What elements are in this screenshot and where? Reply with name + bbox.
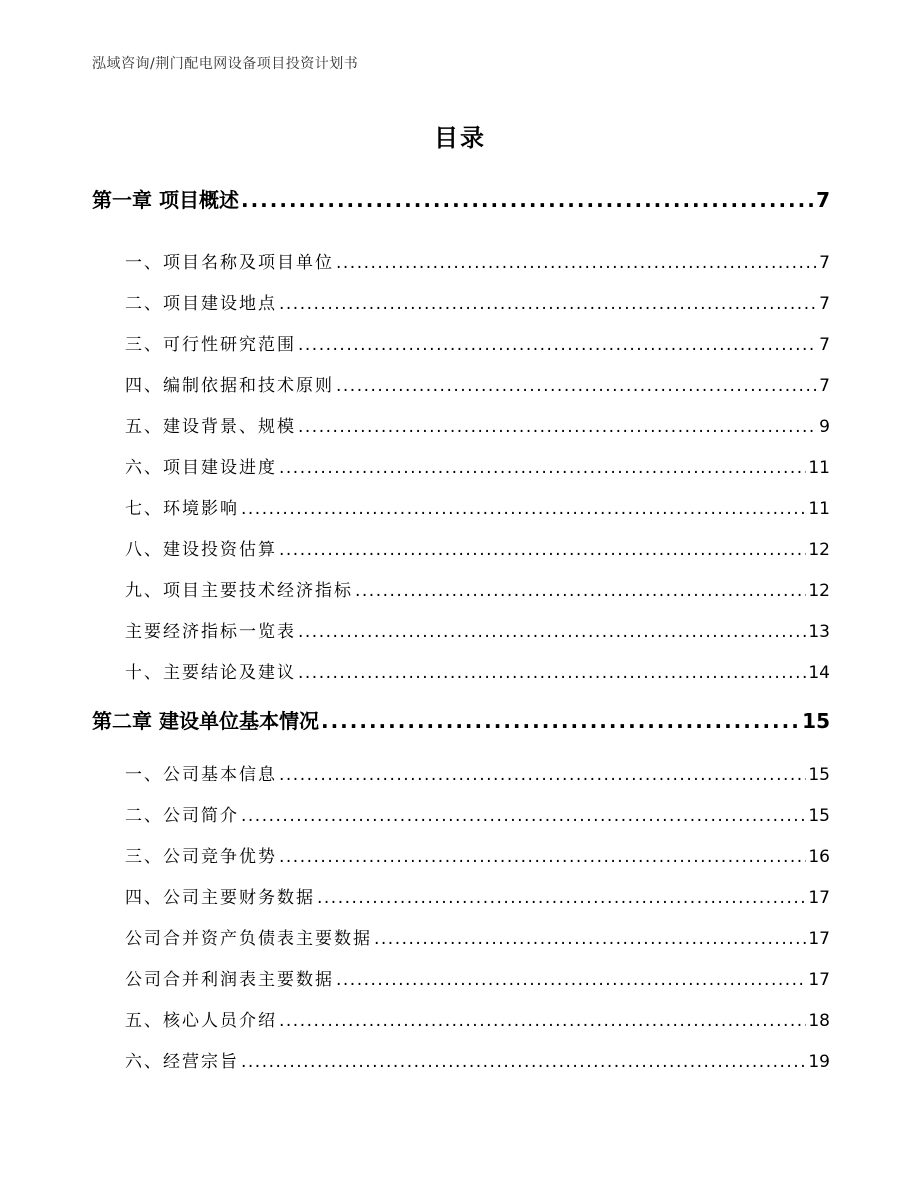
dot-leader [241,188,814,212]
dot-leader [279,458,806,478]
toc-entry-page: 12 [808,581,830,601]
toc-entry-label: 项目建设进度 [163,458,277,478]
toc-entry-label: 第一章 项目概述 [92,188,239,212]
toc-entry-section[interactable] [125,924,830,949]
toc-entry-label: 环境影响 [163,499,239,519]
toc-entry-page: 7 [819,335,830,355]
dot-leader [374,929,806,949]
dot-leader [298,622,806,642]
toc-entry-number: 七、 [125,499,163,519]
toc-entry-number: 五、 [125,1011,163,1031]
toc-entry-section[interactable] [125,1047,830,1072]
toc-entry-label: 公司简介 [163,806,239,826]
toc-entry-label: 经营宗旨 [163,1052,239,1072]
dot-leader [279,847,806,867]
toc-entry-section[interactable] [125,965,830,990]
toc-entry-page: 9 [819,417,830,437]
dot-leader [317,888,806,908]
toc-entry-chapter[interactable] [92,184,830,213]
toc-entry-section[interactable] [125,1006,830,1031]
toc-entry-section[interactable] [125,248,830,273]
toc-entry-label: 项目主要技术经济指标 [163,581,353,601]
dot-leader [241,1052,806,1072]
toc-entry-page: 15 [808,765,830,785]
dot-leader [355,581,806,601]
toc-entry-page: 15 [802,709,830,733]
toc-entry-label: 项目名称及项目单位 [163,253,334,273]
toc-entry-number: 一、 [125,765,163,785]
toc-entry-number: 八、 [125,540,163,560]
toc-entry-number: 四、 [125,888,163,908]
dot-leader [336,253,817,273]
toc-entry-label: 公司基本信息 [163,765,277,785]
dot-leader [279,540,806,560]
dot-leader [336,376,817,396]
toc-entry-section[interactable] [125,576,830,601]
toc-entry-section[interactable] [125,801,830,826]
toc-entry-label: 公司竞争优势 [163,847,277,867]
toc-entry-section[interactable] [125,330,830,355]
toc-entry-chapter[interactable] [92,705,830,734]
toc-entry-page: 17 [808,929,830,949]
toc-entry-page: 7 [816,188,830,212]
toc-entry-label: 第二章 建设单位基本情况 [92,709,319,733]
dot-leader [298,417,817,437]
toc-entry-section[interactable] [125,453,830,478]
toc-entry-label: 可行性研究范围 [163,335,296,355]
toc-entry-number: 三、 [125,335,163,355]
toc-entry-page: 12 [808,540,830,560]
toc-title: 目录 [434,124,486,152]
dot-leader [279,765,806,785]
toc-entry-page: 11 [808,458,830,478]
toc-entry-page: 18 [808,1011,830,1031]
toc-entry-section[interactable] [125,842,830,867]
toc-entry-section[interactable] [125,371,830,396]
toc-entry-label: 公司主要财务数据 [163,888,315,908]
dot-leader [298,335,817,355]
toc-entry-number: 六、 [125,1052,163,1072]
toc-entry-page: 19 [808,1052,830,1072]
toc-entry-page: 16 [808,847,830,867]
toc-entry-page: 7 [819,253,830,273]
toc-entry-section[interactable] [125,760,830,785]
dot-leader [298,663,806,683]
dot-leader [241,806,806,826]
toc-entry-label: 项目建设地点 [163,294,277,314]
toc-entry-page: 11 [808,499,830,519]
toc-entry-section[interactable] [125,412,830,437]
toc-entry-label: 公司合并利润表主要数据 [125,970,334,990]
toc-entry-label: 公司合并资产负债表主要数据 [125,929,372,949]
toc-entry-page: 15 [808,806,830,826]
toc-entry-number: 五、 [125,417,163,437]
toc-entry-section[interactable] [125,883,830,908]
toc-entry-section[interactable] [125,494,830,519]
toc-entry-number: 二、 [125,294,163,314]
toc-entry-page: 7 [819,294,830,314]
toc-entry-number: 六、 [125,458,163,478]
toc-entry-number: 十、 [125,663,163,683]
toc-entry-page: 14 [808,663,830,683]
toc-entry-number: 一、 [125,253,163,273]
toc-entry-page: 13 [808,622,830,642]
running-header: 泓域咨询/荆门配电网设备项目投资计划书 [92,56,359,72]
toc-entry-page: 17 [808,888,830,908]
toc-entry-section[interactable] [125,535,830,560]
toc-entry-label: 建设背景、规模 [163,417,296,437]
dot-leader [336,970,806,990]
toc-entry-label: 主要结论及建议 [163,663,296,683]
toc-entry-number: 九、 [125,581,163,601]
toc-entry-section[interactable] [125,658,830,683]
dot-leader [279,294,817,314]
toc-entry-section[interactable] [125,289,830,314]
toc-entry-page: 17 [808,970,830,990]
toc-entry-page: 7 [819,376,830,396]
toc-entry-number: 二、 [125,806,163,826]
toc-entry-label: 核心人员介绍 [163,1011,277,1031]
dot-leader [279,1011,806,1031]
toc-entry-section[interactable] [125,617,830,642]
dot-leader [321,709,800,733]
dot-leader [241,499,806,519]
toc-entry-label: 主要经济指标一览表 [125,622,296,642]
toc-entry-number: 四、 [125,376,163,396]
toc-entry-label: 编制依据和技术原则 [163,376,334,396]
toc-entry-number: 三、 [125,847,163,867]
toc-entry-label: 建设投资估算 [163,540,277,560]
